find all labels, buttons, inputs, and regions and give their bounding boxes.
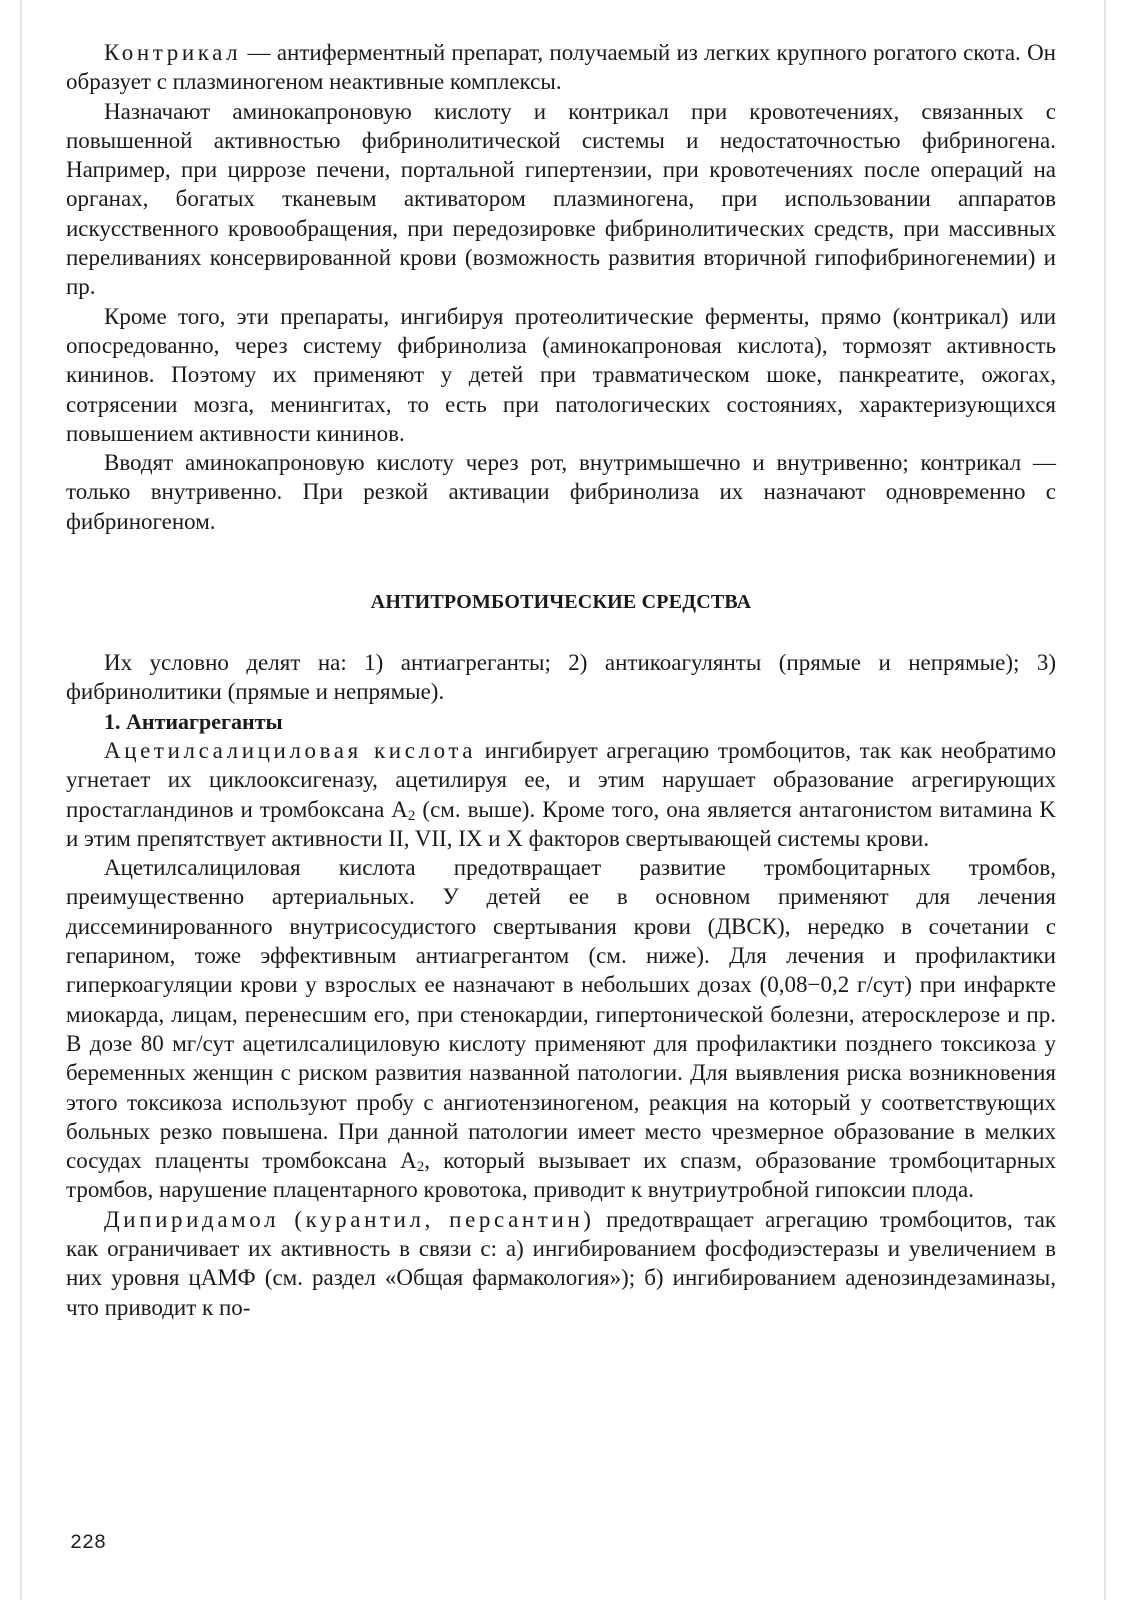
paragraph-aspirin [66, 736, 1056, 853]
paragraph-indications: Назначают аминокапроновую кислоту и контрикал при кровотечениях, связанных с повышенной активностью фибринолитической системы и недостаточностью фибриногена. Например, при циррозе печени, портальной гипертензии, при кровотечениях после операций на органах, богатых тканевым активатором плазминогена, при использовании аппаратов искусственного кровообращения, при передозировке фибринолитических средств, при массивных переливаниях консервированной крови (возможность развития вторичной гипофибриногенемии) и пр. [66, 98, 1056, 300]
paragraph-kontrikal-text: — антиферментный препарат, получаемый из легких крупного рогатого скота. Он образует с плазминогеном неактивные комплексы. [66, 40, 1056, 95]
subscript-2: 2 [416, 1159, 425, 1176]
paragraph-administration: Вводят аминокапроновую кислоту через рот, внутримышечно и внутривенно; контрикал — только внутривенно. При резкой активации фибринолиза их назначают одновременно с фибриногеном. [66, 450, 1056, 534]
subheading-antiaggregants: 1. Антиагреганты [104, 708, 283, 734]
paragraph-dipyridamole-text: предотвращает агрегацию тромбоцитов, так как ограничивает их активность в связи с: а) ингибированием фосфодиэстеразы и увеличением в них уровня цАМФ (см. раздел «Общая фармакология»); б) ингибированием аденозиндезаминазы, что приводит к по- [66, 1206, 1057, 1320]
paragraph-kontrikal [66, 38, 1056, 97]
page-border-right [1104, 0, 1106, 1600]
paragraph-aspirin-use-text-a: Ацетилсалициловая кислота предотвращает развитие тромбоцитарных тромбов, преимущественно артериальных. У детей ее в основном применяют для лечения диссеминированного внутрисосудистого свертывания крови (ДВСК), нередко в сочетании с гепарином, тоже эффективным антиагрегантом (см. ниже). Для лечения и профилактики гиперкоагуляции крови у взрослых ее назначают в небольших дозах (0,08−0,2 г/сут) при инфаркте миокарда, лицам, перенесшим его, при стенокардии, гипертонической болезни, атеросклерозе и пр. В дозе 80 мг/сут ацетилсалициловую кислоту применяют для профилактики позднего токсикоза у беременных женщин с риском развития названной патологии. Для выявления риска возникновения этого токсикоза используют пробу с ангиотензиногеном, реакция на который у соответствующих больных резко повышена. При данной патологии имеет место чрезмерное образование в мелких сосудах плаценты тромбоксана A [66, 855, 1056, 1174]
page-number: 228 [70, 1532, 107, 1555]
page-border-left [20, 0, 22, 1600]
section-heading: АНТИТРОМБОТИЧЕСКИЕ СРЕДСТВА [370, 591, 752, 614]
term-kontrikal: Контрикал [104, 40, 242, 65]
paragraph-kinins: Кроме того, эти препараты, ингибируя протеолитические ферменты, прямо (контрикал) или опосредованно, через систему фибринолиза (аминокапроновая кислота), тормозят активность кининов. Поэтому их применяют у детей при травматическом шоке, панкреатите, ожогах, сотрясении мозга, менингитах, то есть при патологических состояниях, характеризующихся повышением активности кининов. [66, 303, 1056, 446]
term-aspirin: Ацетилсалициловая кислота [104, 737, 477, 763]
page-body [66, 38, 1056, 1322]
subscript-2: 2 [407, 807, 416, 824]
paragraph-aspirin-text-a: ингибирует агрегацию тромбоцитов, так как необратимо угнетает их циклооксигеназу, ацетилируя ее, и этим нарушает образование агрегирующих простагландинов и тромбоксана A [66, 737, 1056, 822]
paragraph-intro: Их условно делят на: 1) антиагреганты; 2) антикоагулянты (прямые и непрямые); 3) фибринолитики (прямые и непрямые). [66, 650, 1056, 705]
paragraph-aspirin-text-b: (см. выше). Кроме того, она является антагонистом витамина K и этим препятствует активности II, VII, IX и X факторов свертывающей системы крови. [66, 796, 1056, 851]
paragraph-dipyridamole [66, 1205, 1056, 1322]
term-dipyridamole: Дипиридамол (курантил, персантин) [104, 1206, 595, 1232]
paragraph-aspirin-use-text-b: , который вызывает их спазм, образование тромбоцитарных тромбов, нарушение плацентарного кровотока, приводит к внутриутробной гипоксии плода. [66, 1148, 1056, 1203]
paragraph-aspirin-use [66, 853, 1056, 1205]
